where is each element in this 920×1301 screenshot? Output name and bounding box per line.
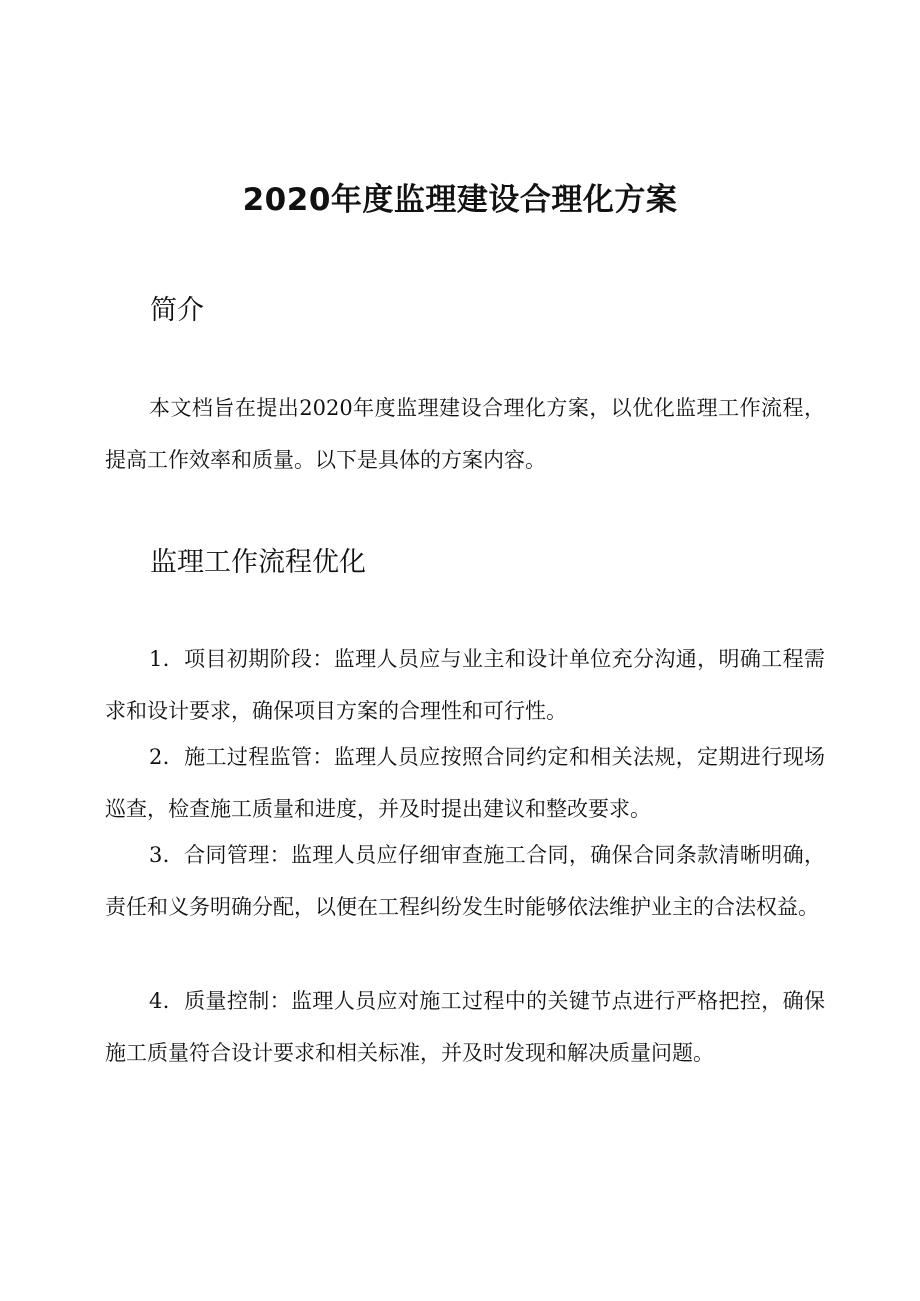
workflow-item-3: 3．合同管理：监理人员应仔细审查施工合同，确保合同条款清晰明确，责任和义务明确分配，以便在工程纠纷发生时能够依法维护业主的合法权益。 bbox=[105, 843, 825, 919]
workflow-item-4: 4．质量控制：监理人员应对施工过程中的关键节点进行严格把控，确保施工质量符合设计要求和相关标准，并及时发现和解决质量问题。 bbox=[105, 989, 825, 1065]
document-title: 2020年度监理建设合理化方案 bbox=[242, 182, 678, 218]
workflow-item-1: 1．项目初期阶段：监理人员应与业主和设计单位充分沟通，明确工程需求和设计要求，确保项目方案的合理性和可行性。 bbox=[105, 647, 825, 723]
section-heading-workflow: 监理工作流程优化 bbox=[150, 547, 366, 578]
section-heading-intro: 简介 bbox=[150, 295, 204, 326]
workflow-item-2: 2．施工过程监管：监理人员应按照合同约定和相关法规，定期进行现场巡查，检查施工质量和进度，并及时提出建议和整改要求。 bbox=[105, 745, 825, 821]
intro-paragraph: 本文档旨在提出2020年度监理建设合理化方案，以优化监理工作流程，提高工作效率和质量。以下是具体的方案内容。 bbox=[105, 396, 825, 472]
